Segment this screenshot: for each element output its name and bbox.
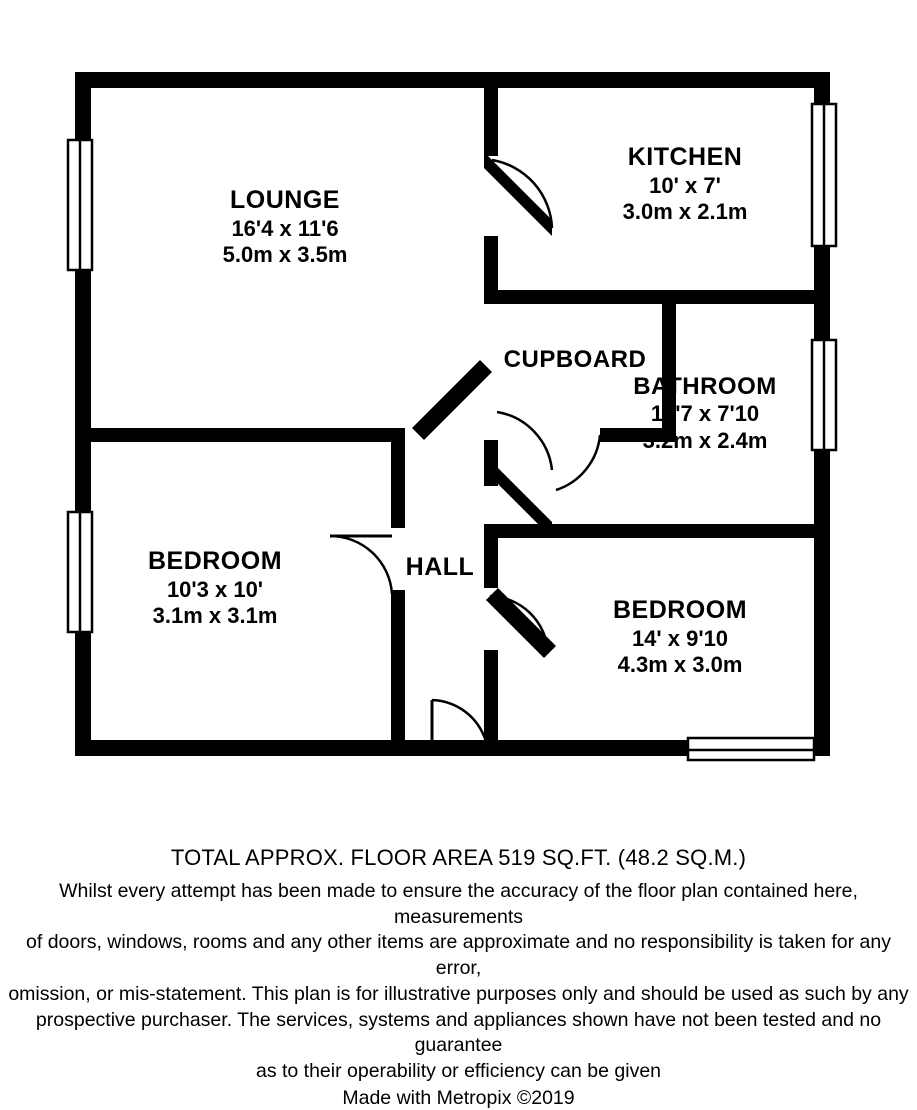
room-name-kitchen: KITCHEN — [627, 143, 743, 171]
room-label-lounge — [125, 185, 445, 269]
room-dim-imperial-lounge: 16'4 x 11'6 — [231, 215, 339, 241]
room-name-bedroom-1: BEDROOM — [147, 547, 283, 575]
room-dim-metric-bedroom-1: 3.1m x 3.1m — [152, 603, 278, 629]
disclaimer-line-4: prospective purchaser. The services, systems and appliances shown have not been tested and no guarantee — [35, 1008, 882, 1057]
room-dim-metric-bathroom: 3.2m x 2.4m — [642, 428, 768, 454]
room-dim-imperial-bedroom-2: 14' x 9'10 — [631, 625, 729, 651]
room-dim-imperial-bathroom: 10'7 x 7'10 — [650, 401, 760, 427]
room-name-bedroom-2: BEDROOM — [612, 596, 748, 624]
floor-plan-footer — [0, 845, 917, 1110]
room-label-hall — [340, 552, 540, 583]
room-label-bedroom-1 — [50, 546, 380, 630]
room-dim-metric-lounge: 5.0m x 3.5m — [222, 242, 348, 268]
room-name-lounge: LOUNGE — [230, 186, 340, 214]
room-label-kitchen — [525, 142, 845, 226]
room-name-bathroom: BATHROOM — [633, 373, 777, 400]
disclaimer-line-5: as to their operability or efficiency can be given — [255, 1060, 662, 1083]
made-with-credit: Made with Metropix ©2019 — [342, 1086, 575, 1109]
total-floor-area: TOTAL APPROX. FLOOR AREA 519 SQ.FT. (48.2 SQ.M.) — [170, 845, 747, 870]
room-label-cupboard — [430, 345, 720, 374]
room-name-hall: HALL — [405, 553, 475, 581]
room-dim-metric-bedroom-2: 4.3m x 3.0m — [617, 652, 743, 678]
disclaimer-line-3: omission, or mis-statement. This plan is for illustrative purposes only and should be used as such by any — [8, 982, 909, 1005]
disclaimer-text — [6, 879, 911, 1085]
room-dim-imperial-kitchen: 10' x 7' — [649, 172, 721, 198]
room-dim-metric-kitchen: 3.0m x 2.1m — [622, 199, 748, 225]
room-label-bathroom — [535, 372, 875, 455]
room-name-cupboard: CUPBOARD — [503, 346, 647, 373]
disclaimer-line-2: of doors, windows, rooms and any other items are approximate and no responsibility is taken for any error, — [26, 931, 891, 980]
room-label-bedroom-2 — [520, 595, 840, 679]
disclaimer-line-1: Whilst every attempt has been made to ensure the accuracy of the floor plan contained here, measurements — [59, 880, 858, 928]
room-dim-imperial-bedroom-1: 10'3 x 10' — [166, 576, 264, 602]
